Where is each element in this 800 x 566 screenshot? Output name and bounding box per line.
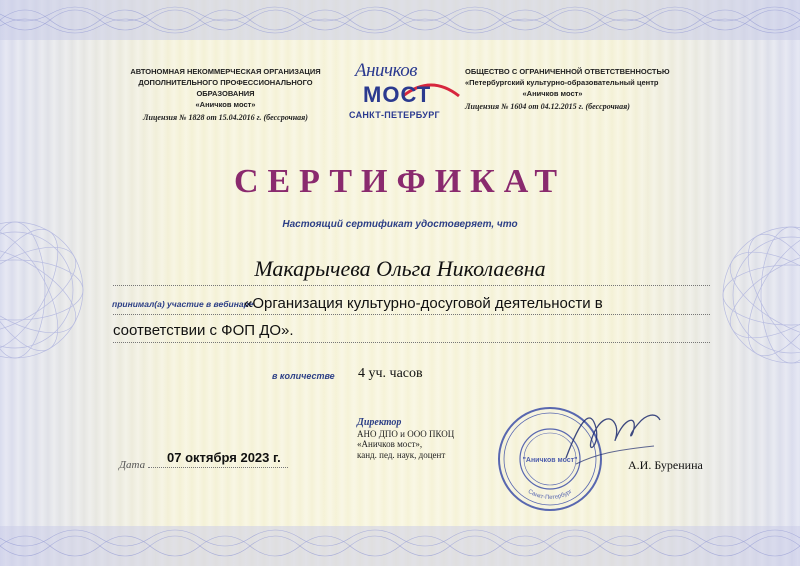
logo-line2: МОСТ — [363, 82, 432, 107]
left-org-line3: «Аничков мост» — [195, 100, 256, 109]
participated-label: принимал(а) участие в вебинаре — [112, 299, 254, 309]
right-org-line2: «Петербургский культурно-образовательный центр — [465, 78, 659, 87]
certificate-subtitle: Настоящий сертификат удостоверяет, что — [282, 219, 518, 230]
webinar-dotted-line-2 — [113, 342, 710, 343]
right-organization-block — [465, 66, 680, 112]
director-line1: АНО ДПО и ООО ПКОЦ — [357, 428, 455, 439]
recipient-name: Макарычева Ольга Николаевна — [254, 256, 546, 281]
left-org-license: Лицензия № 1828 от 15.04.2016 г. (бессрочная) — [143, 113, 308, 122]
stamp-bottom-text: Санкт-Петербург — [526, 488, 574, 502]
quantity-label: в количестве — [272, 371, 335, 381]
right-org-line1: ОБЩЕСТВО С ОГРАНИЧЕННОЙ ОТВЕТСТВЕННОСТЬЮ — [465, 67, 670, 76]
right-org-license: Лицензия № 1604 от 04.12.2015 г. (бессрочная) — [465, 102, 630, 111]
certificate-title: СЕРТИФИКАТ — [233, 163, 567, 200]
decorative-top-border — [0, 0, 800, 40]
left-guilloche-ornament — [0, 215, 90, 365]
left-org-line1: АВТОНОМНАЯ НЕКОММЕРЧЕСКАЯ ОРГАНИЗАЦИЯ — [130, 67, 321, 76]
director-line3: канд. пед. наук, доцент — [357, 449, 446, 460]
right-org-line3: «Аничков мост» — [522, 89, 583, 98]
director-title: Директор — [357, 417, 402, 428]
logo-line1: Аничков — [355, 60, 418, 81]
date-value: 07 октября 2023 г. — [167, 450, 281, 465]
director-block — [357, 418, 454, 460]
webinar-title-line2: соответствии с ФОП ДО». — [113, 322, 294, 339]
signer-name: А.И. Буренина — [628, 458, 703, 472]
webinar-title-line1: «Организация культурно-досуговой деятельности в — [244, 295, 603, 312]
decorative-bottom-border — [0, 526, 800, 566]
right-guilloche-ornament — [716, 220, 800, 370]
name-dotted-line — [113, 285, 710, 286]
anichkov-most-logo — [343, 60, 463, 126]
quantity-value: 4 уч. часов — [358, 366, 423, 381]
date-dotted-line — [148, 467, 288, 468]
webinar-dotted-line-1 — [113, 314, 710, 315]
left-organization-block — [118, 66, 333, 123]
logo-city: САНКТ-ПЕТЕРБУРГ — [349, 110, 440, 120]
stamp-center-text: "Аничков мост" — [522, 457, 578, 464]
left-org-line2: ДОПОЛНИТЕЛЬНОГО ПРОФЕССИОНАЛЬНОГО ОБРАЗОВАНИЯ — [138, 78, 313, 98]
date-label: Дата — [119, 459, 146, 471]
director-line2: «Аничков мост», — [357, 439, 423, 449]
